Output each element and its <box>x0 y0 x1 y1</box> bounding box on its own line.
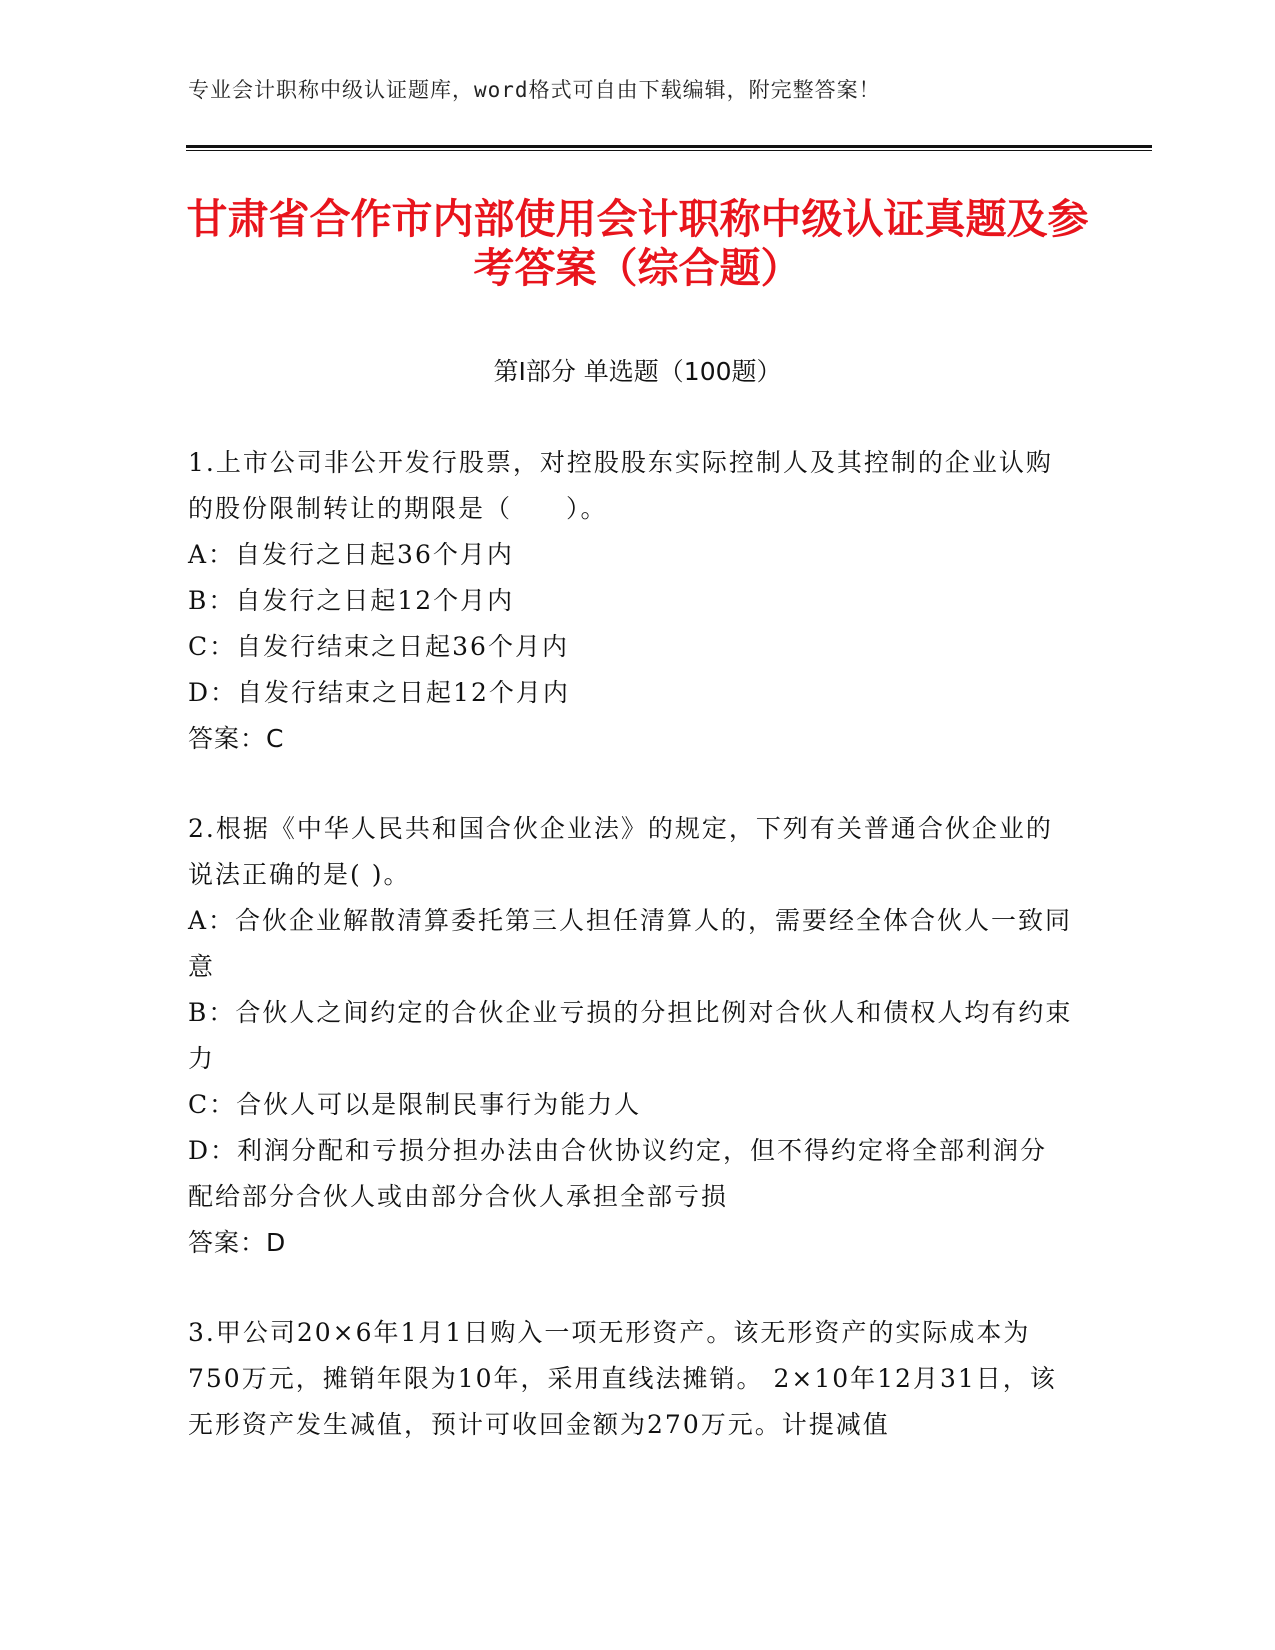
header-rule-thick <box>186 145 1152 148</box>
answer: 答案：D <box>188 1228 287 1257</box>
option-a: A：自发行之日起36个月内 <box>188 540 514 569</box>
question-list <box>188 440 1073 1492</box>
option-d: D：利润分配和亏损分担办法由合伙协议约定，但不得约定将全部利润分配给部分合伙人或由部分合伙人承担全部亏损 <box>188 1136 1048 1211</box>
section-title: 第Ⅰ部分 单选题（100题） <box>493 357 782 386</box>
question-stem: 1.上市公司非公开发行股票，对控股股东实际控制人及其控制的企业认购的股份限制转让的期限是（ ）。 <box>188 448 1053 523</box>
question-stem: 2.根据《中华人民共和国合伙企业法》的规定，下列有关普通合伙企业的说法正确的是( )。 <box>188 814 1053 889</box>
document-title: 甘肃省合作市内部使用会计职称中级认证真题及参考答案（综合题） <box>186 195 1089 292</box>
option-c: C：自发行结束之日起36个月内 <box>188 632 569 661</box>
header-rule-thin <box>186 150 1152 151</box>
option-c: C：合伙人可以是限制民事行为能力人 <box>188 1090 642 1119</box>
header-note: 专业会计职称中级认证题库，word格式可自由下载编辑，附完整答案！ <box>188 78 881 102</box>
question-stem: 3.甲公司20×6年1月1日购入一项无形资产。该无形资产的实际成本为750万元，摊销年限为10年，采用直线法摊销。 2×10年12月31日，该无形资产发生减值，预计可收回金额为270万元。计提减值 <box>188 1318 1057 1439</box>
option-a: A：合伙企业解散清算委托第三人担任清算人的，需要经全体合伙人一致同意 <box>188 906 1073 981</box>
question-1 <box>188 440 1073 762</box>
option-b: B：合伙人之间约定的合伙企业亏损的分担比例对合伙人和债权人均有约束力 <box>188 998 1073 1073</box>
answer: 答案：C <box>188 724 285 753</box>
option-d: D：自发行结束之日起12个月内 <box>188 678 570 707</box>
question-2 <box>188 806 1073 1266</box>
question-3 <box>188 1310 1073 1448</box>
option-b: B：自发行之日起12个月内 <box>188 586 515 615</box>
